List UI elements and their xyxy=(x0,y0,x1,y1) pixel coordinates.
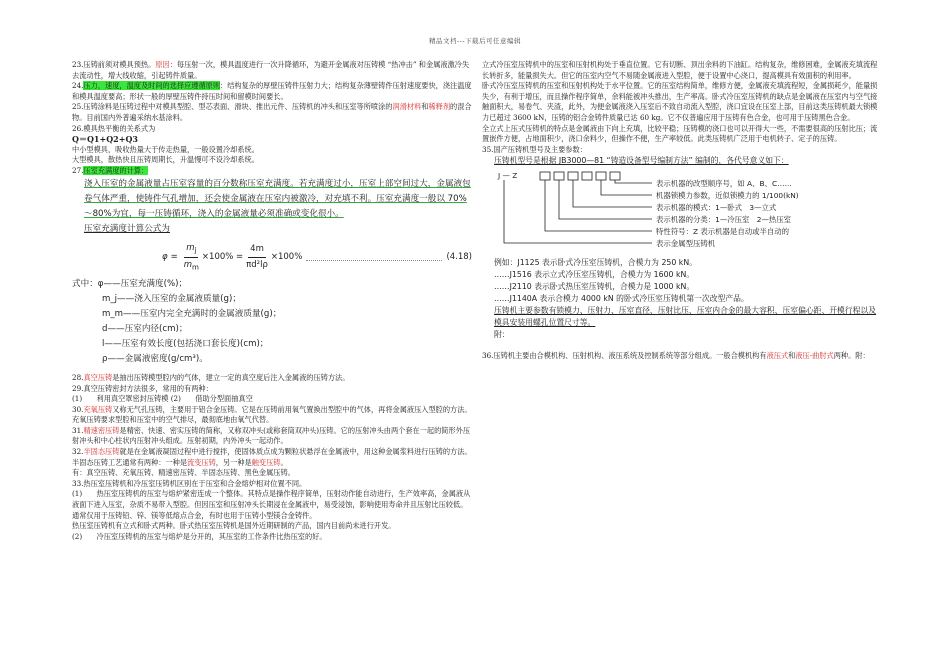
para-28: 28.真空压铸是抽出压铸模型腔内的气体，建立一定的真空度后注入金属液的压铸方法。 xyxy=(72,372,350,382)
legend-l: l——压室有效长度(包括浇口套长度)(cm)； xyxy=(102,338,269,349)
para-35: 35.国产压铸机型号及主要参数： xyxy=(482,144,587,154)
para-32b: 有：真空压铸、充氧压铸、精速密压铸、半固态压铸、黑色金属压铸。 xyxy=(72,468,295,478)
fill-ratio-excerpt xyxy=(72,177,472,367)
para-26c: 大型模具，散热快且压铸周期长，升温慢可不设冷却系统。 xyxy=(72,155,259,165)
fill-ratio-formula-label: 压室充满度计算公式为 xyxy=(84,223,170,234)
para-33c: 热压室压铸机有立式和卧式两种。卧式热压室压铸机是国外近期研制的产品，国内目前尚未进行开发。 xyxy=(72,521,396,531)
para-30: 30.充氧压铸又称无气孔压铸，主要用于铝合金压铸。它是在压铸前用氧气置换出型腔中的气体，再将金属液压入型腔的方法。充氧压铸要求型腔和压室中的空气排尽，最彻底地由氧气代替。 xyxy=(72,404,472,425)
legend-mj: m_j——浇入压室的金属液质量(g)； xyxy=(102,293,241,304)
para-32: 32.半固态压铸就是在金属液凝固过程中进行搅拌，使固体质点成为颗粒状悬浮在金属液中，用这种金属浆料进行压铸的方法。半固态压铸工艺通常有两种：一种是流变压铸，另一种是触变压铸。 xyxy=(72,447,472,467)
para-horizontal: 卧式冷压室压铸机的压室和压射机构处于水平位置。它的压室结构简单，维修方便，金属液充填流程短，金属损耗少，能量损失少，有利于增压，而且操作程序简单，余料能被冲头推出，生产率高。卧式冷压室压铸机的缺点是金属液在压室内与空气接触面积大，易卷气、夹渣，此外，为便金属液浇入压室后不致自动流入型腔，浇口宜设在压室上部，目前这类压铸机最大锁模力已超过 3600 kN，压铸的铝合金铸件质量已达 60 kg。它不仅普遍应用于压铸有色合金，也可用于压铸黑色合金。 xyxy=(482,81,878,122)
code-meaning-1: 表示机器的改型顺序号，如 A、B、C…… xyxy=(656,179,792,189)
left-column xyxy=(72,60,472,542)
para-29b: (1) 利用真空罩密封压铸模 (2) 借助分型面抽真空 xyxy=(72,394,253,404)
para-27: 27.压室充满度的计算： xyxy=(72,165,149,175)
fraction-volume: $\frac{4m}{\text{πd²lρ}}$ xyxy=(246,244,268,271)
para-33b: (1) 热压室压铸机的压室与熔炉紧密连成一个整体。其特点是操作程序简单，压射动作能自动进行，生产效率高，金属液从液面下进入压室，杂质不易带入型腔。但因压室和压射冲头长期浸在金属液中，易受浸蚀，影响使用寿命并且压射比压较低。通常仅用于压铸铅、锌、镁等低熔点合金，有时也用于压铸小型镁合金铸件。 xyxy=(72,489,471,520)
formula-legend xyxy=(72,277,472,367)
model-code-prefix: J — Z xyxy=(498,171,518,181)
para-26b: 中小型模具，吸收热量大于传走热量，一般设置冷却系统。 xyxy=(72,144,259,154)
model-code-intro: 压铸机型号是根据 JB3000—81 “铸造设备型号编制方法” 编制的，各代号意义如下： xyxy=(494,156,789,166)
legend-phi: 式中：φ——压室充满度(%)； xyxy=(72,278,188,289)
code-meaning-4: 表示机器的分类：1—冷压室 2—热压室 xyxy=(656,215,792,225)
para-23: 23.压铸前须对模具预热。原因：每压射一次，模具温度进行一次升降循环，为避开金属液对压铸模 “热冲击” 和金属液激冷失去流动性，增大线收缩，引起铸件质量。 xyxy=(72,60,470,80)
para-vertical: 立式冷压室压铸机中的压室和压射机构处于垂直位置。它有切断、顶出余料的下油缸。结构复杂，维修困难，金属液充填流程长转折多，能量损失大。但它的压室内空气不易随金属液进入型腔，便于设置中心浇口，提高模具有效面积的利用率。 xyxy=(482,60,878,80)
example-2: ……J1516 表示立式冷压室压铸机，合模力为 1600 kN。 xyxy=(494,270,695,280)
example-3: ……J2110 表示卧式热压室压铸机，合模力是 1000 kN。 xyxy=(494,282,695,292)
example-1: 例如：J1125 表示卧式冷压室压铸机，合模力为 250 kN。 xyxy=(494,258,697,268)
main-parameters: 压铸机主要参数有锁模力、压射力、压室直径、压射比压、压室内合金的最大容积、压室偏心距、开模行程以及模具安装用螺孔位置尺寸等。 xyxy=(494,306,877,328)
para-33d: (2) 冷压室压铸机的压室与熔炉是分开的，其压室的工作条件比热压室的好。 xyxy=(72,531,327,541)
para-26: 26.模具热平衡的关系式为 xyxy=(72,123,156,133)
fraction-mass: $\frac{m_j}{m_m}$ xyxy=(183,242,199,272)
para-29: 29.真空压铸密封方法很多，常用的有两种： xyxy=(72,383,213,393)
para-full-vertical: 全立式上压式压铸机的特点是金属液由下向上充填，比较平稳；压铸模的浇口也可以开得大一些，不需要很高的压射比压；流置嵌件方便，占地面积少，浇口余料少，但操作不便，生产率较低。此类压铸机广泛用于电机转子、定子的压铸。 xyxy=(482,123,878,144)
code-meaning-2: 机器锁模力参数，近似锁模力的 1/100(kN) xyxy=(656,191,799,201)
legend-d: d——压室内径(cm)； xyxy=(102,323,188,334)
legend-mm: m_m——压室内完全充满时的金属液质量(g)； xyxy=(102,308,282,319)
code-meaning-3: 表示机器的模式：1—卧式 3—立式 xyxy=(656,203,777,213)
para-33: 33.热压室压铸机和冷压室压铸机区别在于压室和合金熔炉相对位置不同。 xyxy=(72,478,307,488)
fill-ratio-text: 浇入压室的金属液量占压室容量的百分数称压室充满度。若充满度过小，压室上部空间过大，金属液包卷气体严重，使铸件气孔增加，还会使金属液在压室内被激冷，对充填不利。压室充满度一般以 70%～80%为宜，每一压铸循环，浇入的金属液量必须准确或变化很小。 xyxy=(84,178,471,219)
para-31: 31.精速密压铸是精密、快速、密实压铸的简称，又称双冲头(或称套筒双冲头)压铸。它的压射冲头由两个套在一起的简形外压射冲头和中心柱状内压射冲头组成。压射初期，内外冲头一起动作。 xyxy=(72,425,471,446)
code-meaning-6: 表示金属型压铸机 xyxy=(656,239,716,249)
model-code-excerpt xyxy=(482,155,880,341)
right-column xyxy=(482,60,880,362)
appendix-label: 附： xyxy=(494,330,510,340)
model-code-diagram xyxy=(482,169,880,273)
code-meaning-5: 特性符号：Z 表示机器是自动或半自动的 xyxy=(656,227,790,237)
fill-ratio-formula: φ = $\frac{m_j}{m_m}$ ×100% = $\frac{4m}{\text{πd²lρ}}$ ×100% (4.18) xyxy=(72,241,472,275)
para-25: 25.压铸涂料是压铸过程中对模具型腔、型芯表面、滑块、推出元件、压铸机的冲头和压室等所喷涂的润滑材料和稀释剂的混合物。目前国内外普遍采纳水基涂料。 xyxy=(72,102,472,122)
para-24: 24.压力，速度，温度及时间的选择应遵循原则：结构复杂的厚壁压铸件压射力大；结构复杂薄壁铸件压射速度要快，浇注温度和模具温度要高；形状一般的厚壁压铸件持压时间和留模时间要长。 xyxy=(72,81,472,101)
example-4: ……J1140A 表示合模力 4000 kN 的卧式冷压室压铸机第一次改型产品。 xyxy=(494,294,749,304)
para-36: 36.压铸机主要由合模机构、压射机构、液压系统及控制系统等部分组成。一般合模机构有液压式和液压-曲肘式两种。附： xyxy=(482,351,870,361)
legend-rho: ρ——金属液密度(g/cm³)。 xyxy=(102,353,208,364)
page-header: 精品文档---下载后可任意编辑 xyxy=(428,37,522,45)
heat-balance-formula: Q＝Q1+Q2+Q3 xyxy=(72,134,138,145)
dot-leader xyxy=(306,254,442,261)
